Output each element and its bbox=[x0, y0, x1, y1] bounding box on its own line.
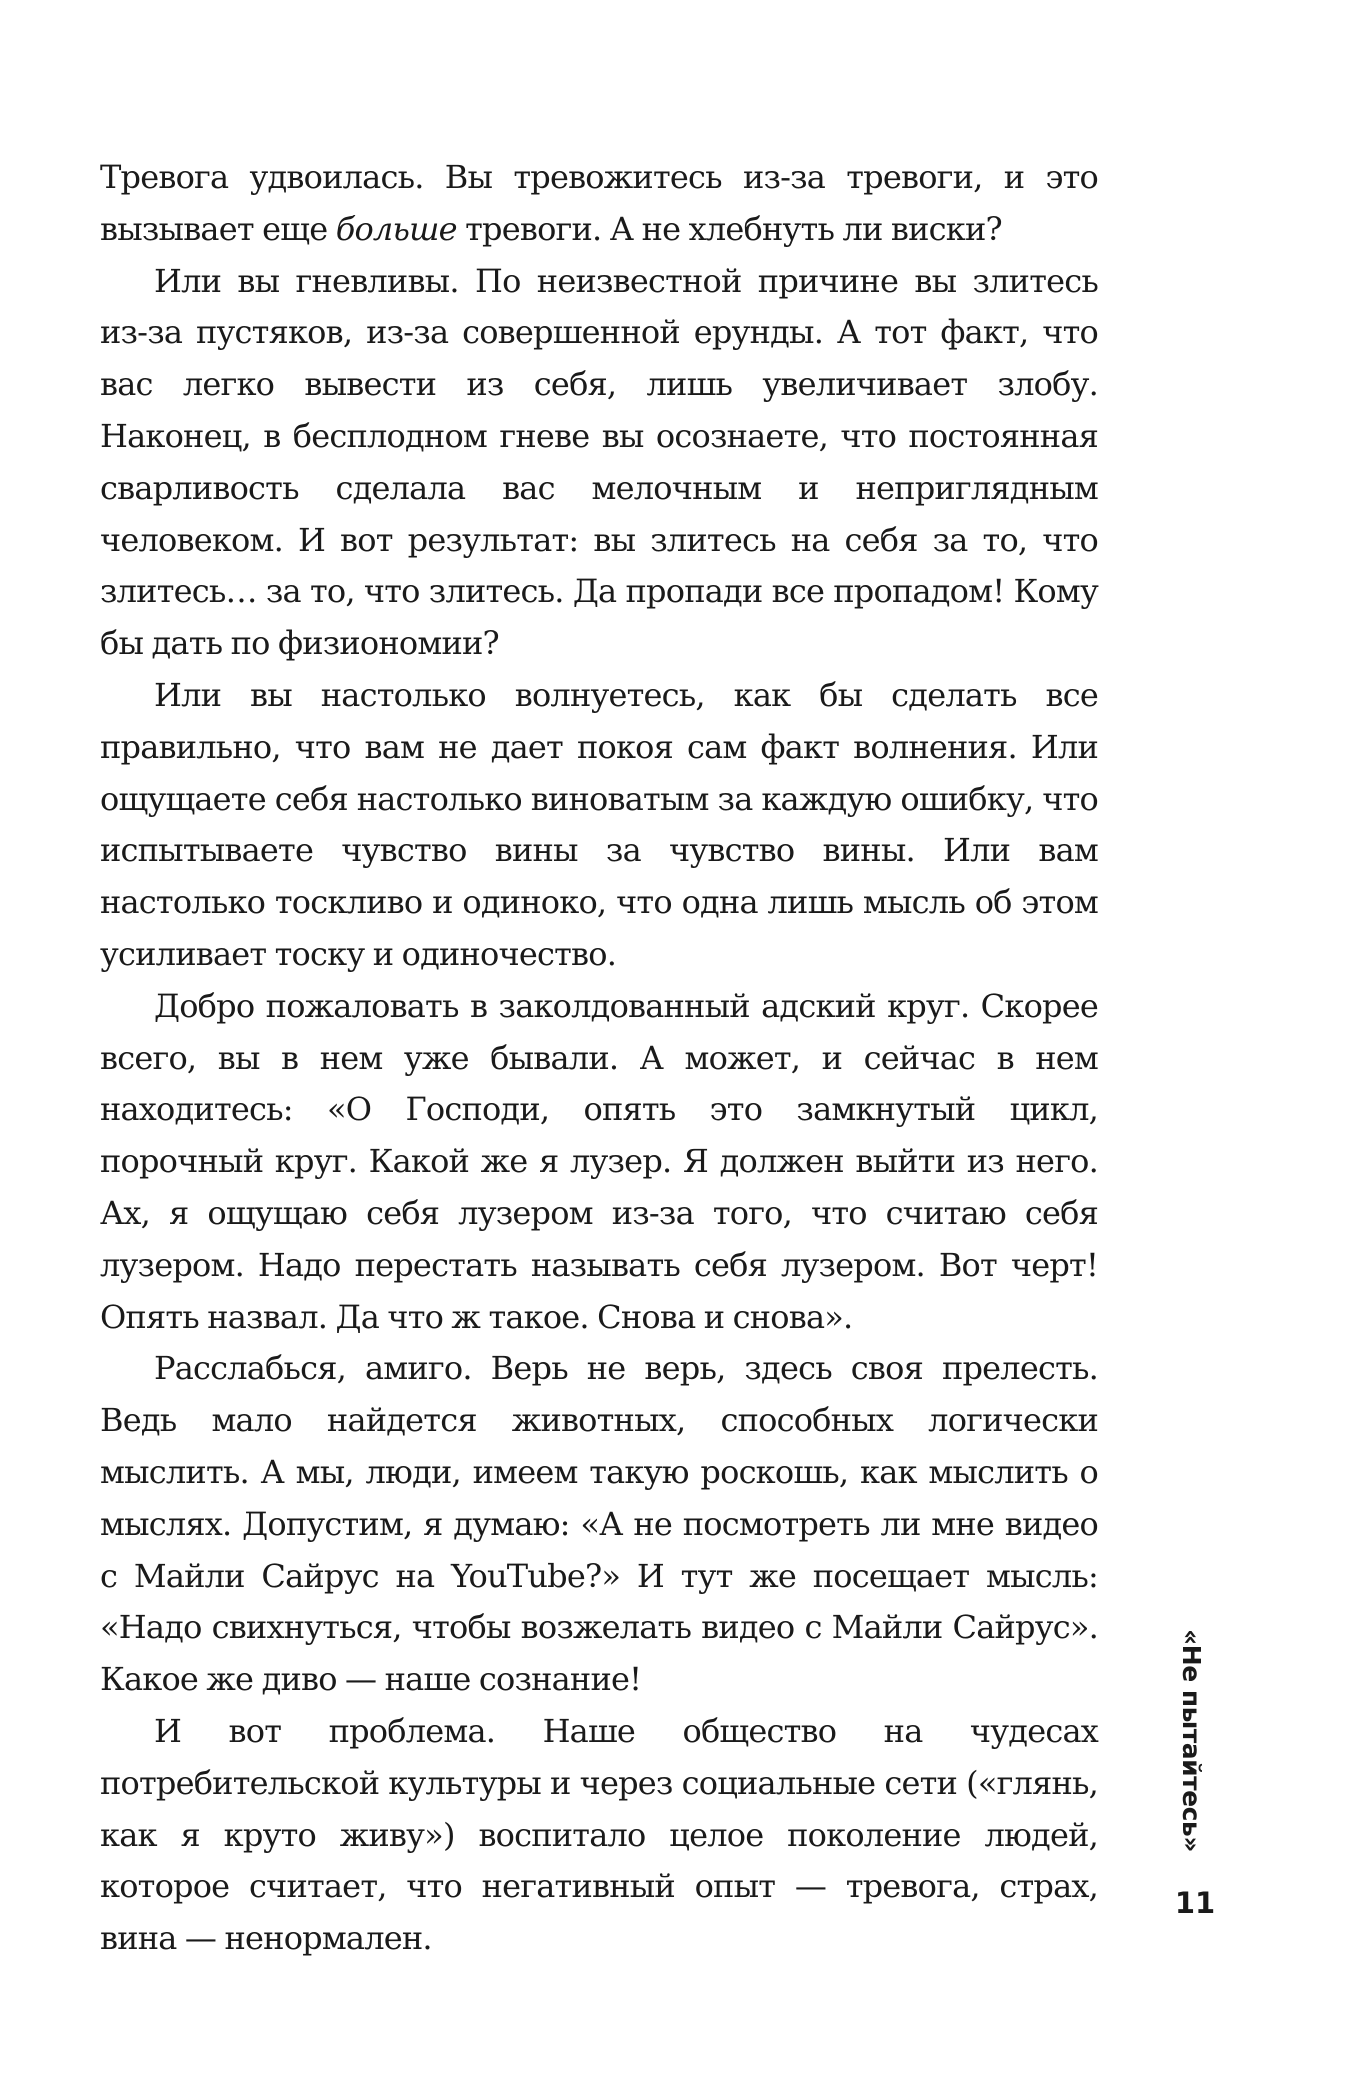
paragraph-1-end: тревоги. А не хлебнуть ли виски? bbox=[456, 209, 1002, 248]
paragraph-2: Или вы гневливы. По неизвестной причине вы злитесь из-за пустяков, из-за совершенной ерунды. А тот факт, что вас легко вывести из себя, лишь увеличивает злобу. Наконец, в бесплодном гневе вы осознаете, что постоянная сварливость сделала вас мелочным и неприглядным человеком. И вот результат: вы злитесь на себя за то, что злитесь… за то, что злитесь. Да пропади все пропадом! Кому бы дать по физиономии? bbox=[100, 261, 1098, 663]
body-text bbox=[100, 152, 1098, 1965]
paragraph-1 bbox=[100, 152, 1098, 256]
paragraph-6: И вот проблема. Наше общество на чудесах потребительской культуры и через социальные сети («глянь, как я круто живу») воспитало целое поколение людей, которое считает, что негативный опыт — тревога, страх, вина — ненормален. bbox=[100, 1711, 1098, 1958]
paragraph-1-start: Тревога удвоилась. Вы тревожитесь из-за тревоги, и это вызывает еще bbox=[100, 158, 1098, 248]
paragraph-4: Добро пожаловать в заколдованный адский круг. Скорее всего, вы в нем уже бывали. А может, и сейчас в нем находитесь: «О Господи, опять это замкнутый цикл, порочный круг. Какой же я лузер. Я должен выйти из него. Ах, я ощущаю себя лузером из-за того, что считаю себя лузером. Надо перестать называть себя лузером. Вот черт! Опять назвал. Да что ж такое. Снова и снова». bbox=[100, 986, 1098, 1336]
page-number: 11 bbox=[1174, 1886, 1216, 1920]
running-head-text: «Не пытайтесь» bbox=[1176, 1628, 1206, 1852]
running-head bbox=[1153, 1595, 1229, 1885]
paragraph-3: Или вы настолько волнуетесь, как бы сделать все правильно, что вам не дает покоя сам факт волнения. Или ощущаете себя настолько виноватым за каждую ошибку, что испытываете чувство вины за чувство вины. Или вам настолько тоскливо и одиноко, что одна лишь мысль об этом усиливает тоску и одиночество. bbox=[100, 675, 1098, 973]
paragraph-1-emphasis: больше bbox=[335, 209, 457, 248]
paragraph-5: Расслабься, амиго. Верь не верь, здесь своя прелесть. Ведь мало найдется животных, способных логически мыслить. А мы, люди, имеем такую роскошь, как мыслить о мыслях. Допустим, я думаю: «А не посмотреть ли мне видео с Майли Сайрус на YouTube?» И тут же посещает мысль: «Надо свихнуться, чтобы возжелать видео с Майли Сайрус». Какое же диво — наше сознание! bbox=[100, 1349, 1098, 1699]
